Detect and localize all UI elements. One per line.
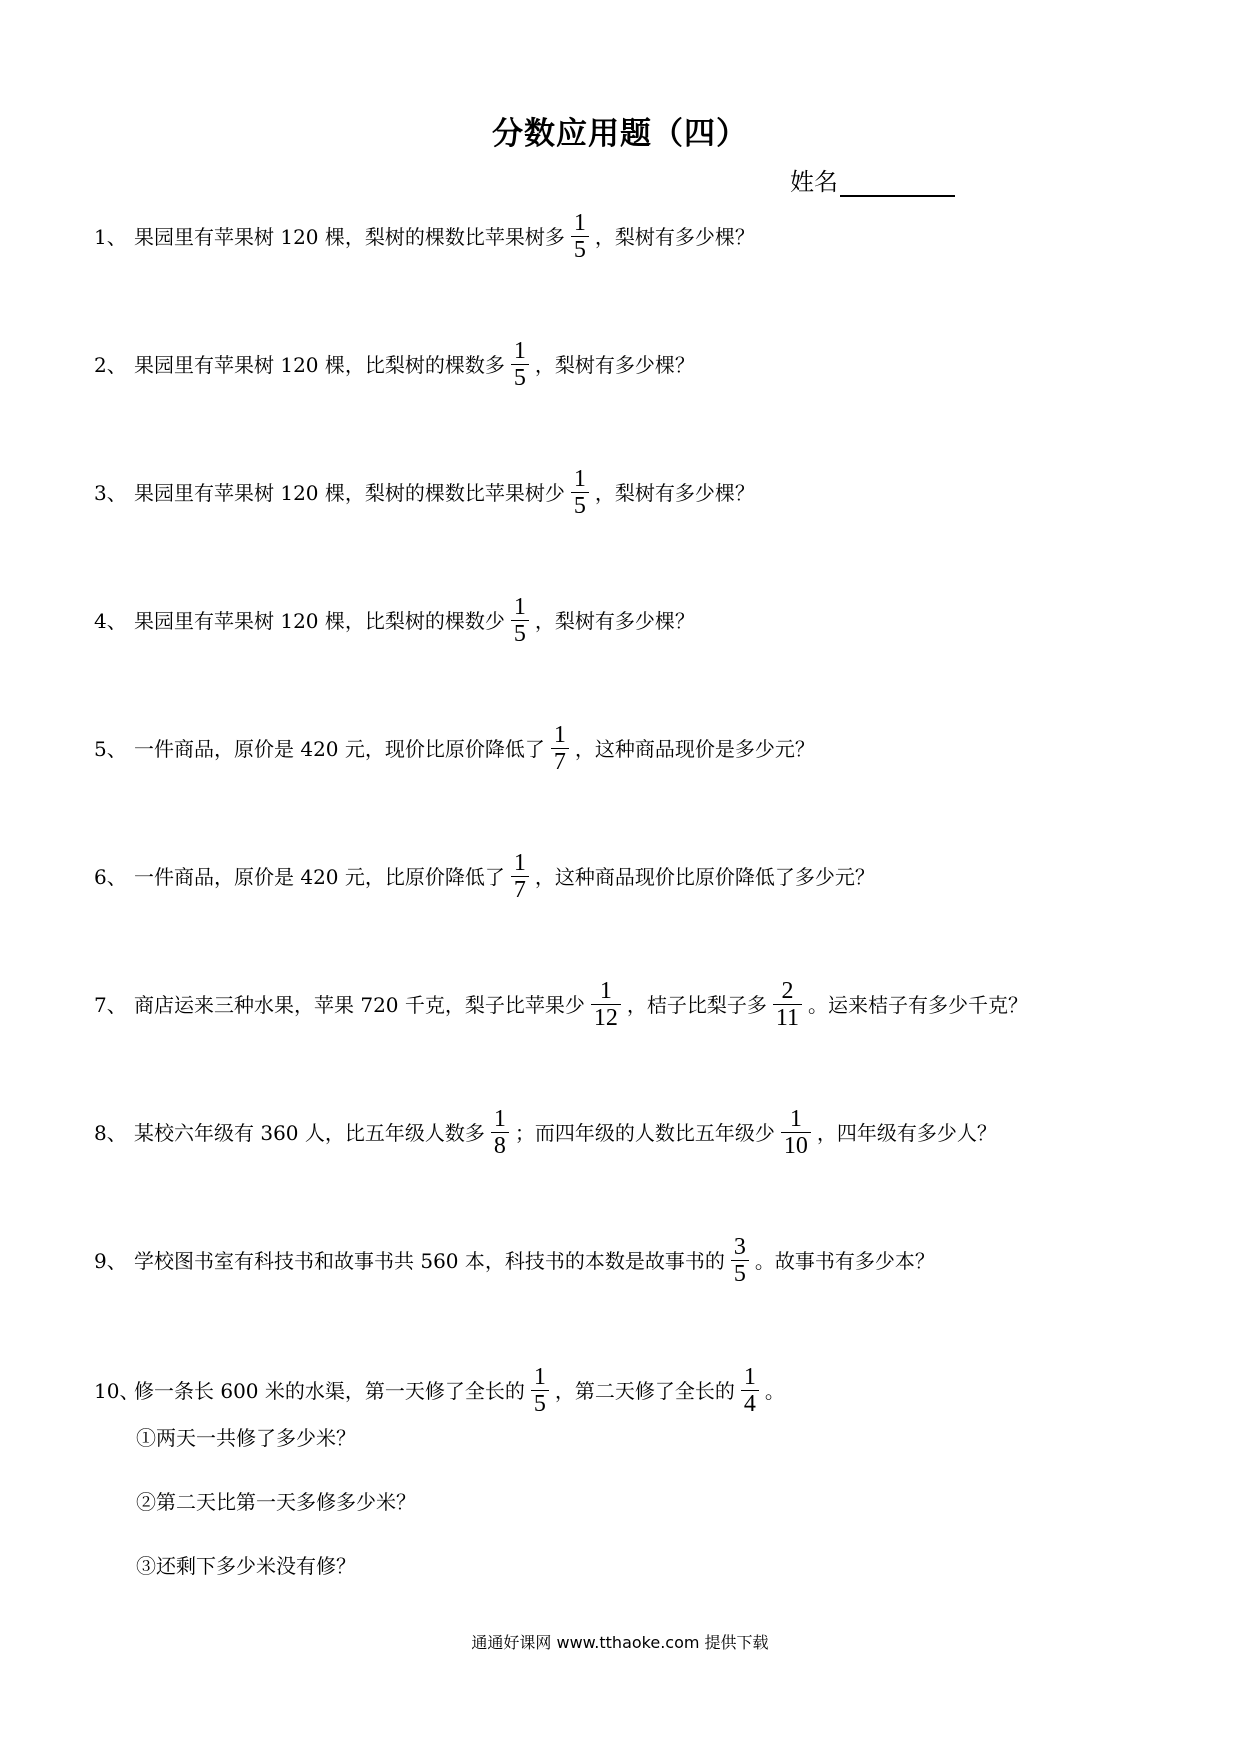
question-number: 6、	[94, 864, 127, 889]
fraction	[741, 1364, 759, 1417]
fraction-numerator: 1	[533, 1364, 546, 1390]
fraction	[571, 210, 589, 263]
question-6	[94, 850, 875, 903]
question-text: ，这种商品现价比原价降低了多少元？	[534, 864, 875, 889]
question-text: ，四年级有多少人？	[816, 1120, 997, 1145]
fraction	[731, 1234, 749, 1287]
fraction-denominator: 5	[573, 493, 586, 519]
question-text: 商店运来三种水果，苹果 720 千克，梨子比苹果少	[134, 992, 585, 1017]
fraction-denominator: 5	[513, 621, 526, 647]
fraction-denominator: 7	[513, 877, 526, 903]
fraction	[511, 594, 529, 647]
question-number: 8、	[94, 1120, 127, 1145]
fraction-numerator: 1	[513, 850, 526, 876]
question-number: 9、	[94, 1248, 127, 1273]
question-text: 某校六年级有 360 人，比五年级人数多	[134, 1120, 485, 1145]
page-title: 分数应用题（四）	[492, 116, 748, 152]
question-number: 3、	[94, 480, 127, 505]
fraction	[591, 978, 621, 1031]
question-text: 。	[764, 1378, 785, 1403]
question-9	[94, 1234, 935, 1287]
question-text: 一件商品，原价是 420 元，比原价降低了	[134, 864, 505, 889]
name-blank-line	[840, 167, 955, 197]
sub-question-1: ①两天一共修了多少米？	[136, 1426, 356, 1450]
question-number: 5、	[94, 736, 127, 761]
fraction	[491, 1106, 509, 1159]
question-text: ，梨树有多少棵？	[534, 352, 695, 377]
question-3	[94, 466, 755, 519]
question-text: 修一条长 600 米的水渠，第一天修了全长的	[134, 1378, 525, 1403]
question-number: 7、	[94, 992, 127, 1017]
sub-question-3: ③还剩下多少米没有修？	[136, 1554, 356, 1578]
fraction-denominator: 5	[533, 1391, 546, 1417]
question-text: ，这种商品现价是多少元？	[574, 736, 815, 761]
question-text: 一件商品，原价是 420 元，现价比原价降低了	[134, 736, 545, 761]
question-text: 果园里有苹果树 120 棵，比梨树的棵数少	[134, 608, 505, 633]
question-text: 学校图书室有科技书和故事书共 560 本，科技书的本数是故事书的	[134, 1248, 725, 1273]
fraction-numerator: 1	[789, 1106, 802, 1132]
fraction-numerator: 1	[513, 594, 526, 620]
question-7	[94, 978, 1028, 1031]
question-10	[94, 1364, 785, 1417]
footer-credit: 通通好课网 www.tthaoke.com 提供下载	[471, 1633, 769, 1652]
fraction-denominator: 11	[775, 1005, 799, 1031]
fraction-numerator: 1	[743, 1364, 756, 1390]
fraction	[531, 1364, 549, 1417]
fraction	[511, 338, 529, 391]
question-text: 果园里有苹果树 120 棵，梨树的棵数比苹果树少	[134, 480, 565, 505]
fraction-numerator: 1	[493, 1106, 506, 1132]
question-number: 2、	[94, 352, 127, 377]
fraction	[551, 722, 569, 775]
fraction-numerator: 1	[573, 466, 586, 492]
question-number: 10、	[94, 1378, 140, 1403]
question-5	[94, 722, 815, 775]
question-text: 。故事书有多少本？	[754, 1248, 935, 1273]
fraction-numerator: 1	[573, 210, 586, 236]
fraction-numerator: 1	[553, 722, 566, 748]
question-text: ，桔子比梨子多	[626, 992, 767, 1017]
fraction	[511, 850, 529, 903]
fraction-numerator: 1	[513, 338, 526, 364]
question-text: 果园里有苹果树 120 棵，比梨树的棵数多	[134, 352, 505, 377]
fraction-denominator: 5	[733, 1261, 746, 1287]
fraction	[773, 978, 802, 1031]
question-text: 。运来桔子有多少千克？	[808, 992, 1028, 1017]
fraction-denominator: 12	[593, 1005, 618, 1031]
question-text: ，梨树有多少棵？	[594, 224, 755, 249]
question-number: 1、	[94, 224, 127, 249]
fraction-denominator: 10	[783, 1133, 808, 1159]
question-text: ，第二天修了全长的	[554, 1378, 735, 1403]
fraction-numerator: 2	[781, 978, 794, 1004]
fraction-denominator: 8	[493, 1133, 506, 1159]
question-text: ；而四年级的人数比五年级少	[514, 1120, 775, 1145]
fraction-denominator: 4	[743, 1391, 756, 1417]
fraction	[781, 1106, 811, 1159]
name-label: 姓名	[790, 168, 838, 196]
sub-question-2: ②第二天比第一天多修多少米？	[136, 1490, 416, 1514]
fraction-numerator: 3	[733, 1234, 746, 1260]
question-text: ，梨树有多少棵？	[534, 608, 695, 633]
question-1	[94, 210, 755, 263]
name-field	[790, 162, 955, 197]
fraction-denominator: 5	[573, 237, 586, 263]
question-2	[94, 338, 695, 391]
question-text: 果园里有苹果树 120 棵，梨树的棵数比苹果树多	[134, 224, 565, 249]
question-8	[94, 1106, 997, 1159]
fraction-numerator: 1	[599, 978, 612, 1004]
fraction	[571, 466, 589, 519]
fraction-denominator: 5	[513, 365, 526, 391]
question-number: 4、	[94, 608, 127, 633]
question-text: ，梨树有多少棵？	[594, 480, 755, 505]
question-4	[94, 594, 695, 647]
fraction-denominator: 7	[553, 749, 566, 775]
